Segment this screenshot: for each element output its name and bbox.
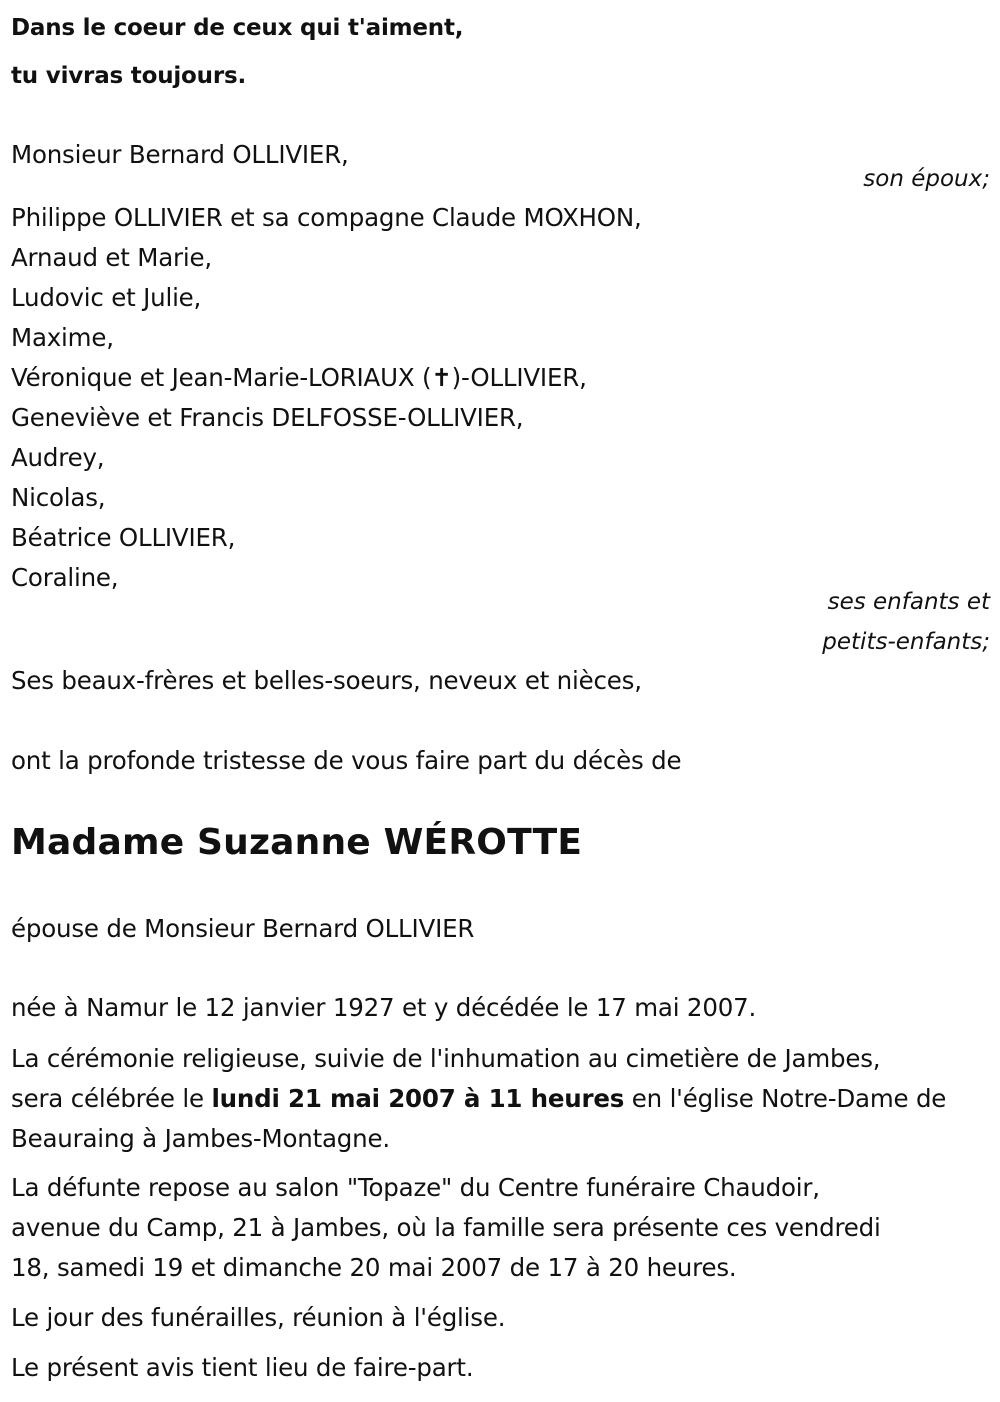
- child-line: Audrey,: [11, 443, 105, 472]
- child-line: Ludovic et Julie,: [11, 283, 202, 312]
- ceremony-date-time: lundi 21 mai 2007 à 11 heures: [211, 1084, 625, 1113]
- spouse-role: son époux;: [863, 166, 990, 192]
- ceremony-text-pre: sera célébrée le: [11, 1084, 212, 1113]
- ceremony-line-3: Beauraing à Jambes-Montagne.: [11, 1124, 390, 1153]
- child-line: Philippe OLLIVIER et sa compagne Claude MOXHON,: [11, 203, 642, 232]
- notice-text: Le présent avis tient lieu de faire-part.: [11, 1353, 474, 1382]
- ceremony-text-post: en l'église Notre-Dame de: [624, 1084, 947, 1113]
- ceremony-line-2: [11, 1079, 946, 1119]
- child-line: Arnaud et Marie,: [11, 243, 212, 272]
- children-role-line-2: petits-enfants;: [822, 629, 990, 655]
- spouse-name: Monsieur Bernard OLLIVIER,: [11, 140, 349, 169]
- child-line: Nicolas,: [11, 483, 106, 512]
- child-line: Coraline,: [11, 563, 119, 592]
- child-line: Maxime,: [11, 323, 114, 352]
- visitation-line-1: La défunte repose au salon "Topaze" du Centre funéraire Chaudoir,: [11, 1173, 820, 1202]
- epigraph-line-1: Dans le coeur de ceux qui t'aiment,: [11, 15, 464, 41]
- visitation-line-2: avenue du Camp, 21 à Jambes, où la famille sera présente ces vendredi: [11, 1213, 881, 1242]
- extended-family: Ses beaux-frères et belles-soeurs, neveux et nièces,: [11, 666, 642, 695]
- birth-death-info: née à Namur le 12 janvier 1927 et y décédée le 17 mai 2007.: [11, 993, 757, 1022]
- child-line: Geneviève et Francis DELFOSSE-OLLIVIER,: [11, 403, 524, 432]
- child-line: Béatrice OLLIVIER,: [11, 523, 236, 552]
- epigraph-line-2: tu vivras toujours.: [11, 63, 247, 89]
- children-role-line-1: ses enfants et: [827, 589, 990, 615]
- announcement-text: ont la profonde tristesse de vous faire part du décès de: [11, 746, 682, 775]
- child-line: Véronique et Jean-Marie-LORIAUX (✝)-OLLIVIER,: [11, 363, 587, 392]
- deceased-name: Madame Suzanne WÉROTTE: [11, 822, 583, 863]
- visitation-line-3: 18, samedi 19 et dimanche 20 mai 2007 de 17 à 20 heures.: [11, 1253, 737, 1282]
- deceased-spouse-of: épouse de Monsieur Bernard OLLIVIER: [11, 914, 475, 943]
- ceremony-line-1: La cérémonie religieuse, suivie de l'inhumation au cimetière de Jambes,: [11, 1044, 881, 1073]
- funeral-day-info: Le jour des funérailles, réunion à l'église.: [11, 1303, 506, 1332]
